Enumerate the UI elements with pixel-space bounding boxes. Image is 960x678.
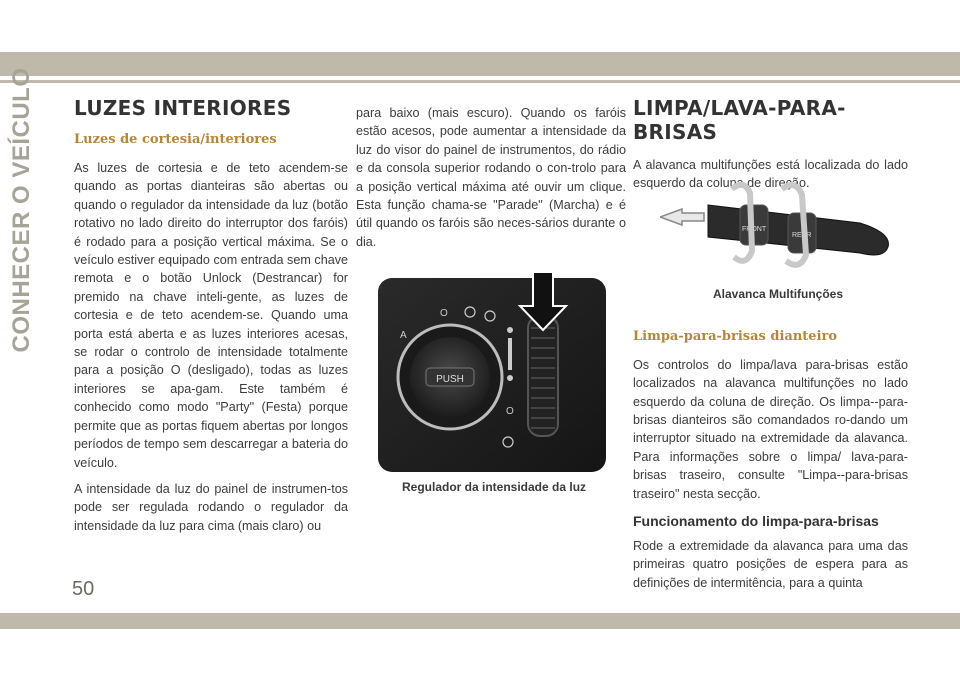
column-2 [356,104,626,259]
bottom-band [0,613,960,629]
knob-push-label: PUSH [436,374,464,385]
paragraph: A intensidade da luz do painel de instrumen-tos pode ser regulada rodando o regulador da intensidade da luz para cima (mais claro) ou [74,481,348,533]
subsection-title-front-wiper: Limpa-para-brisas dianteiro [633,328,838,344]
top-band [0,52,960,76]
page-number: 50 [72,578,95,600]
lever-rear-label: REAR [792,232,812,239]
dimmer-control-figure [378,272,606,472]
multifunction-lever-illustration [660,175,900,275]
push-arrow-icon [660,209,704,225]
lever-front-label: FRONT [742,226,767,233]
side-tab-label: CONHECER O VEÍCULO [8,67,35,353]
figure-caption-lever: Alavanca Multifunções [713,287,844,301]
svg-text:O: O [440,308,448,319]
section-title-wipers: LIMPA/LAVA-PARA-BRISAS [633,96,846,144]
multifunction-lever-figure [660,175,900,275]
paragraph: para baixo (mais escuro). Quando os faróis estão acesos, pode aumentar a intensidade da luz do visor do painel de instrumentos, do rádio e da consola superior rodando o con-trolo para a posição vertical máxima até ouvir um clique. Esta função chama-se "Parade" (Marcha) e é útil quando os faróis são neces-sários durante o dia. [356,106,626,249]
paragraph: As luzes de cortesia e de teto acendem-se quando as portas dianteiras são abertas ou quando o regulador da intensidade da luz (botão rotativo no lado direito do interruptor dos faróis) é rodado para a posição vertical máxima. Se o veículo estiver equipado com entrada sem chave remota e o botão Unlock (Destrancar) for premido na chave inteli-gente, as luzes de cortesia e de teto acendem-se. Quando uma porta está aberta e as luzes interiores acesas, se rodar o controlo de intensidade totalmente para a posição O (desligado), todas as luzes interiores se apa-gam. Este também é conhecido como modo "Party" (Festa) porque permite que as portas fiquem abertas por longos períodos de tempo sem descarregar a bateria do veículo. [74,161,348,470]
paragraph: A alavanca multifunções está localizada do lado esquerdo da coluna de direção. [633,158,908,191]
side-section-tab [2,67,42,353]
svg-text:A: A [400,330,407,341]
heading-wiper-operation: Funcionamento do limpa-para-brisas [633,513,879,530]
subsection-title-courtesy-lights: Luzes de cortesia/interiores [74,132,277,147]
top-rule [0,80,960,83]
svg-text:O: O [506,406,514,417]
paragraph: Rode a extremidade da alavanca para uma das primeiras quatro posições de espera para as definições de intermitência, para a quinta [633,539,908,590]
dimmer-control-illustration [378,272,606,472]
section-title-interior-lights: LUZES INTERIORES [74,96,292,120]
paragraph: Os controlos do limpa/lava para-brisas estão localizados na alavanca multifunções no lado esquerdo da coluna de direção. Os limpa--para-brisas dianteiros são comandados ro-dando um interruptor situado na extremidade da alavanca. Para informações sobre o limpa/ lava-para-brisas traseiro, consulte "Limpa--para-brisas traseiro" nesta secção. [633,357,908,501]
figure-caption-dimmer: Regulador da intensidade da luz [402,480,587,494]
column-1 [74,96,348,543]
column-3 [633,96,908,600]
